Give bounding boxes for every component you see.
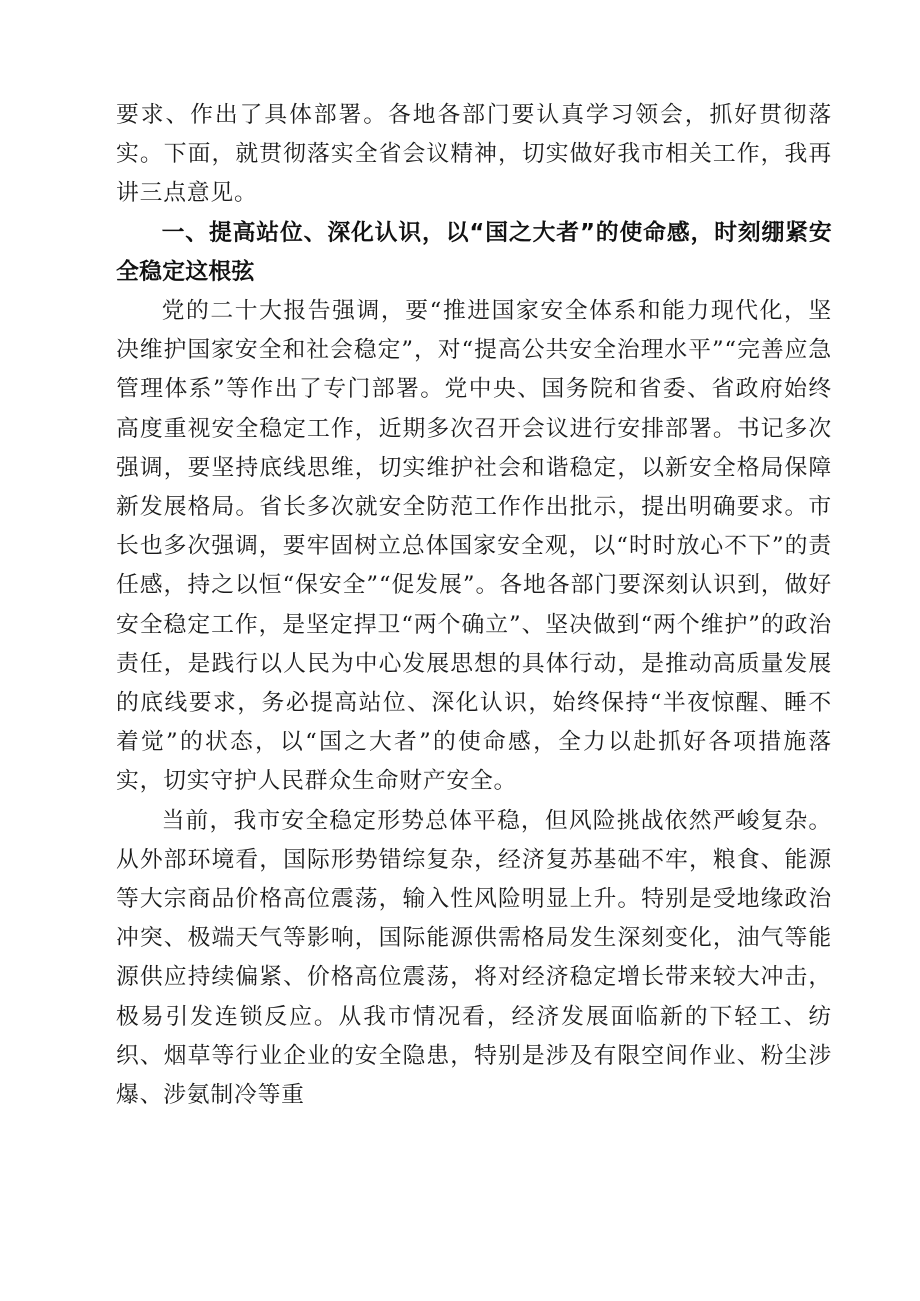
document-body bbox=[116, 96, 832, 1115]
paragraph-party-congress-report: 党的二十大报告强调，要“推进国家安全体系和能力现代化，坚决维护国家安全和社会稳定”，对“提高公共安全治理水平”“完善应急管理体系”等作出了专门部署。党中央、国务院和省委、省政府始终高度重视安全稳定工作，近期多次召开会议进行安排部署。书记多次强调，要坚持底线思维，切实维护社会和谐稳定，以新安全格局保障新发展格局。省长多次就安全防范工作作出批示，提出明确要求。市长也多次强调，要牢固树立总体国家安全观，以“时时放心不下”的责任感，持之以恒“保安全”“促发展”。各地各部门要深刻认识到，做好安全稳定工作，是坚定捍卫“两个确立”、坚决做到“两个维护”的政治责任，是践行以人民为中心发展思想的具体行动，是推动高质量发展的底线要求，务必提高站位、深化认识，始终保持“半夜惊醒、睡不着觉”的状态，以“国之大者”的使命感，全力以赴抓好各项措施落实，切实守护人民群众生命财产安全。 bbox=[116, 298, 832, 795]
continued-paragraph: 要求、作出了具体部署。各地各部门要认真学习领会，抓好贯彻落实。下面，就贯彻落实全省会议精神，切实做好我市相关工作，我再讲三点意见。 bbox=[116, 102, 832, 207]
section-heading-1: 一、提高站位、深化认识，以“国之大者”的使命感，时刻绷紧安全稳定这根弦 bbox=[116, 219, 832, 285]
paragraph-current-situation: 当前，我市安全稳定形势总体平稳，但风险挑战依然严峻复杂。从外部环境看，国际形势错综复杂，经济复苏基础不牢，粮食、能源等大宗商品价格高位震荡，输入性风险明显上升。特别是受地缘政治冲突、极端天气等影响，国际能源供需格局发生深刻变化，油气等能源供应持续偏紧、价格高位震荡，将对经济稳定增长带来较大冲击，极易引发连锁反应。从我市情况看，经济发展面临新的下轻工、纺织、烟草等行业企业的安全隐患，特别是涉及有限空间作业、粉尘涉爆、涉氨制冷等重 bbox=[116, 807, 832, 1109]
